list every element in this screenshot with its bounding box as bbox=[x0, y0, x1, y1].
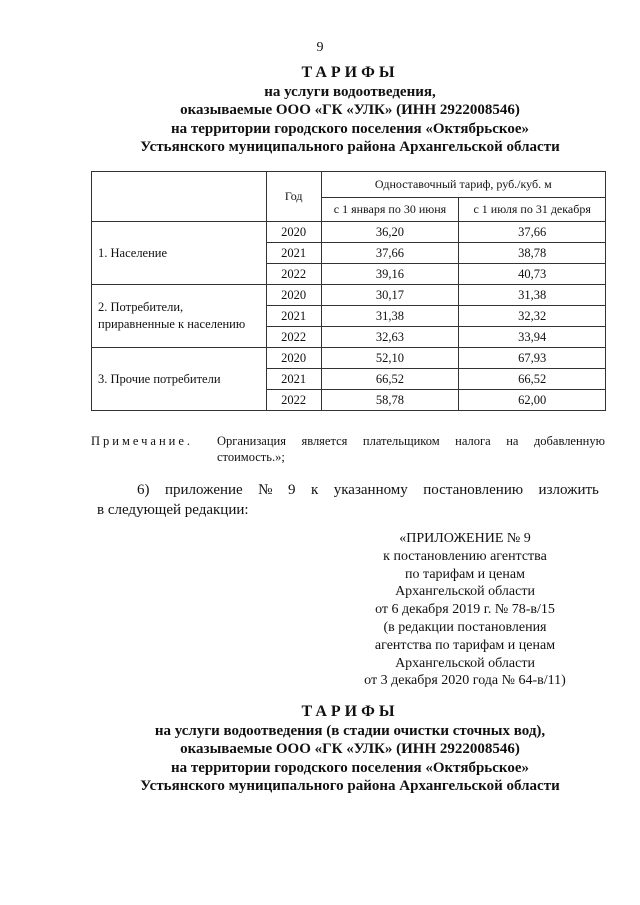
table-row bbox=[92, 285, 606, 306]
year-cell: 2022 bbox=[266, 264, 321, 285]
tariff-h2-cell: 37,66 bbox=[459, 222, 606, 243]
note-text bbox=[217, 433, 605, 465]
tariff-h2-cell: 32,32 bbox=[459, 306, 606, 327]
paragraph-line: в следующей редакции: bbox=[97, 502, 249, 518]
appendix-line: от 6 декабря 2019 г. № 78-в/15 bbox=[375, 602, 555, 618]
paragraph-word: постановлению bbox=[423, 482, 524, 498]
appendix-line: по тарифам и ценам bbox=[405, 566, 525, 582]
period2-header: с 1 июля по 31 декабря bbox=[459, 198, 606, 222]
page-number: 9 bbox=[316, 40, 324, 55]
appendix-line: агентства по тарифам и ценам bbox=[374, 637, 556, 653]
appendix-line: «ПРИЛОЖЕНИЕ № 9 bbox=[399, 531, 531, 546]
note-word: налога bbox=[455, 434, 491, 448]
tariffs-heading bbox=[60, 64, 640, 157]
tariff-h1-cell: 36,20 bbox=[321, 222, 459, 243]
paragraph-word: изложить bbox=[538, 482, 599, 498]
note-line bbox=[217, 433, 605, 449]
paragraph-word: к bbox=[310, 482, 319, 498]
tariff-h1-cell: 32,63 bbox=[321, 327, 459, 348]
paragraph-word: приложение bbox=[164, 482, 243, 498]
empty-header-cell bbox=[92, 172, 267, 222]
heading-line: Устьянского муниципального района Архангельской области bbox=[140, 778, 560, 795]
tariff-h1-cell: 37,66 bbox=[321, 243, 459, 264]
note-word: является bbox=[301, 434, 348, 448]
note-word: Организация bbox=[217, 434, 286, 448]
category-line: 2. Потребители, bbox=[98, 300, 184, 314]
paragraph-word: указанному bbox=[333, 482, 408, 498]
paragraph-line bbox=[97, 480, 599, 500]
heading-line: оказываемые ООО «ГК «УЛК» (ИНН 2922008546) bbox=[180, 102, 520, 119]
heading-title: ТАРИФЫ bbox=[301, 703, 399, 720]
category-cell: 1. Население bbox=[92, 222, 267, 285]
heading-line: оказываемые ООО «ГК «УЛК» (ИНН 2922008546) bbox=[180, 741, 520, 758]
appendix-line: к постановлению агентства bbox=[383, 548, 547, 564]
tariff-h1-cell: 58,78 bbox=[321, 390, 459, 411]
category-cell bbox=[92, 285, 267, 348]
year-cell: 2022 bbox=[266, 327, 321, 348]
tariff-h1-cell: 39,16 bbox=[321, 264, 459, 285]
table-row bbox=[92, 222, 606, 243]
year-cell: 2021 bbox=[266, 306, 321, 327]
heading-line: на территории городского поселения «Октябрьское» bbox=[170, 120, 529, 137]
table-row bbox=[92, 348, 606, 369]
tariffs-table bbox=[91, 171, 606, 411]
heading-line: Устьянского муниципального района Архангельской области bbox=[140, 139, 560, 156]
appendix-reference bbox=[330, 530, 600, 690]
year-cell: 2020 bbox=[266, 222, 321, 243]
tariff-h1-cell: 66,52 bbox=[321, 369, 459, 390]
tariff-h1-cell: 30,17 bbox=[321, 285, 459, 306]
tariff-h2-cell: 67,93 bbox=[459, 348, 606, 369]
year-cell: 2021 bbox=[266, 369, 321, 390]
paragraph-word: 9 bbox=[287, 482, 296, 498]
tariffs-heading-2 bbox=[60, 703, 640, 796]
note-word: плательщиком bbox=[362, 434, 440, 448]
heading-line: на территории городского поселения «Октябрьское» bbox=[170, 759, 529, 776]
heading-title: ТАРИФЫ bbox=[301, 64, 399, 81]
table-header-row bbox=[92, 172, 606, 198]
tariff-header: Одноставочный тариф, руб./куб. м bbox=[321, 172, 605, 198]
tariff-h2-cell: 31,38 bbox=[459, 285, 606, 306]
note-line: стоимость.»; bbox=[217, 450, 285, 464]
tariff-h1-cell: 52,10 bbox=[321, 348, 459, 369]
appendix-line: Архангельской области bbox=[395, 655, 535, 671]
category-line: приравненные к населению bbox=[98, 317, 246, 331]
note-label: Примечание. bbox=[91, 434, 194, 448]
amendment-paragraph bbox=[97, 480, 599, 520]
tariff-h2-cell: 40,73 bbox=[459, 264, 606, 285]
year-cell: 2021 bbox=[266, 243, 321, 264]
paragraph-word: № bbox=[258, 482, 273, 498]
note-word: на bbox=[506, 434, 519, 448]
heading-line: на услуги водоотведения (в стадии очистки сточных вод), bbox=[154, 722, 546, 739]
tariff-h2-cell: 38,78 bbox=[459, 243, 606, 264]
heading-line: на услуги водоотведения, bbox=[264, 83, 436, 100]
tariff-h1-cell: 31,38 bbox=[321, 306, 459, 327]
year-cell: 2022 bbox=[266, 390, 321, 411]
appendix-line: от 3 декабря 2020 года № 64-в/11) bbox=[364, 673, 566, 689]
year-cell: 2020 bbox=[266, 348, 321, 369]
category-cell: 3. Прочие потребители bbox=[92, 348, 267, 411]
appendix-line: Архангельской области bbox=[395, 584, 535, 600]
year-cell: 2020 bbox=[266, 285, 321, 306]
paragraph-word: 6) bbox=[137, 482, 150, 498]
tariff-h2-cell: 66,52 bbox=[459, 369, 606, 390]
period1-header: с 1 января по 30 июня bbox=[321, 198, 459, 222]
appendix-line: (в редакции постановления bbox=[383, 619, 547, 635]
tariff-h2-cell: 33,94 bbox=[459, 327, 606, 348]
year-header: Год bbox=[266, 172, 321, 222]
note-word: добавленную bbox=[533, 434, 605, 448]
tariff-h2-cell: 62,00 bbox=[459, 390, 606, 411]
